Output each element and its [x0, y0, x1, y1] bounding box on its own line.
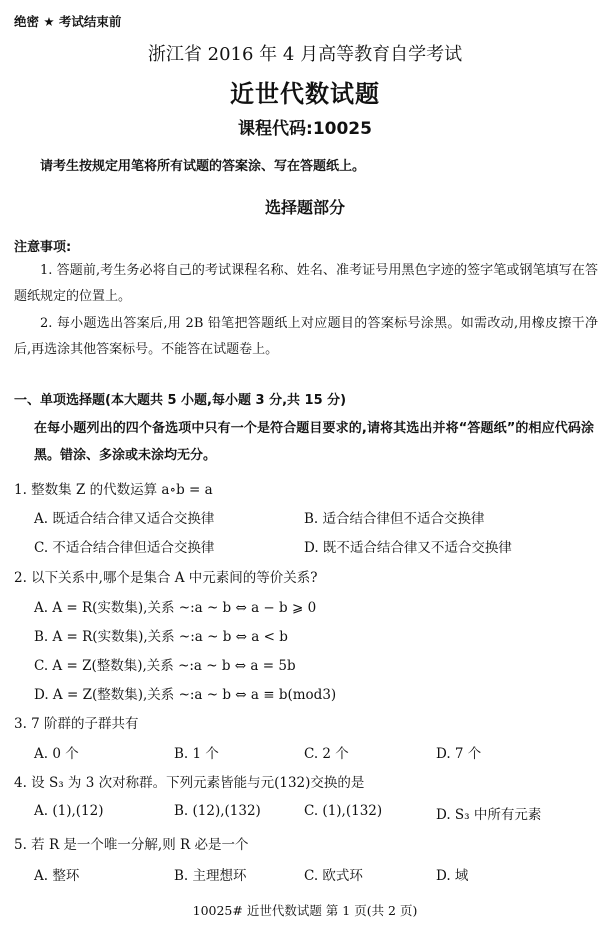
- question-5-option-c: C. 欧式环: [304, 868, 363, 884]
- question-2-option-a: A. A = R(实数集),关系 ~:a ~ b ⇔ a − b ⩾ 0: [34, 600, 317, 616]
- question-5-option-d: D. 域: [436, 868, 469, 884]
- course-code: 课程代码:10025: [238, 119, 372, 139]
- question-5-stem: 5. 若 R 是一个唯一分解,则 R 必是一个: [14, 837, 249, 853]
- question-1-option-c: C. 不适合结合律但适合交换律: [34, 540, 215, 556]
- question-3-option-c: C. 2 个: [304, 746, 349, 762]
- question-2-option-b: B. A = R(实数集),关系 ~:a ~ b ⇔ a < b: [34, 629, 288, 645]
- note-item-1: 1. 答题前,考生务必将自己的考试课程名称、姓名、准考证号用黑色字迹的签字笔或钢笔填写在答题纸规定的位置上。: [14, 263, 598, 304]
- question-4-option-a: A. (1),(12): [34, 803, 104, 819]
- part-title: 选择题部分: [264, 198, 345, 217]
- question-2-option-c: C. A = Z(整数集),关系 ~:a ~ b ⇔ a = 5b: [34, 658, 296, 674]
- general-instruction: 请考生按规定用笔将所有试题的答案涂、写在答题纸上。: [40, 159, 366, 174]
- question-4-option-d: D. S₃ 中所有元素: [436, 807, 542, 823]
- question-1-stem: 1. 整数集 Z 的代数运算 a∘b = a: [14, 482, 213, 498]
- question-5-option-a: A. 整环: [34, 868, 80, 884]
- question-4-option-c: C. (1),(132): [304, 803, 383, 819]
- question-4-option-b: B. (12),(132): [174, 803, 261, 819]
- confidential-label: 绝密 ★ 考试结束前: [14, 14, 122, 29]
- exam-name: 浙江省 2016 年 4 月高等教育自学考试: [147, 44, 463, 65]
- note-item-2: 2. 每小题选出答案后,用 2B 铅笔把答题纸上对应题目的答案标号涂黑。如需改动,用橡皮擦干净后,再选涂其他答案标号。不能答在试题卷上。: [14, 316, 598, 357]
- notes-heading: 注意事项:: [14, 240, 72, 255]
- question-4-stem: 4. 设 S₃ 为 3 次对称群。下列元素皆能与元(132)交换的是: [14, 775, 365, 791]
- page-footer: 10025# 近世代数试题 第 1 页(共 2 页): [192, 903, 418, 918]
- paper-title: 近世代数试题: [230, 80, 380, 108]
- question-2-stem: 2. 以下关系中,哪个是集合 A 中元素间的等价关系?: [14, 570, 318, 586]
- question-1-option-a: A. 既适合结合律又适合交换律: [34, 511, 215, 527]
- question-3-option-b: B. 1 个: [174, 746, 219, 762]
- question-2-option-d: D. A = Z(整数集),关系 ~:a ~ b ⇔ a ≡ b(mod3): [34, 687, 337, 703]
- question-3-option-a: A. 0 个: [34, 746, 79, 762]
- section-heading: 一、单项选择题(本大题共 5 小题,每小题 3 分,共 15 分): [14, 393, 347, 408]
- question-3-option-d: D. 7 个: [436, 746, 482, 762]
- question-3-stem: 3. 7 阶群的子群共有: [14, 716, 139, 732]
- question-1-option-d: D. 既不适合结合律又不适合交换律: [304, 540, 512, 556]
- section-description: 在每小题列出的四个备选项中只有一个是符合题目要求的,请将其选出并将“答题纸”的相应代码涂黑。错涂、多涂或未涂均无分。: [34, 421, 594, 463]
- question-5-option-b: B. 主理想环: [174, 868, 247, 884]
- question-1-option-b: B. 适合结合律但不适合交换律: [304, 511, 485, 527]
